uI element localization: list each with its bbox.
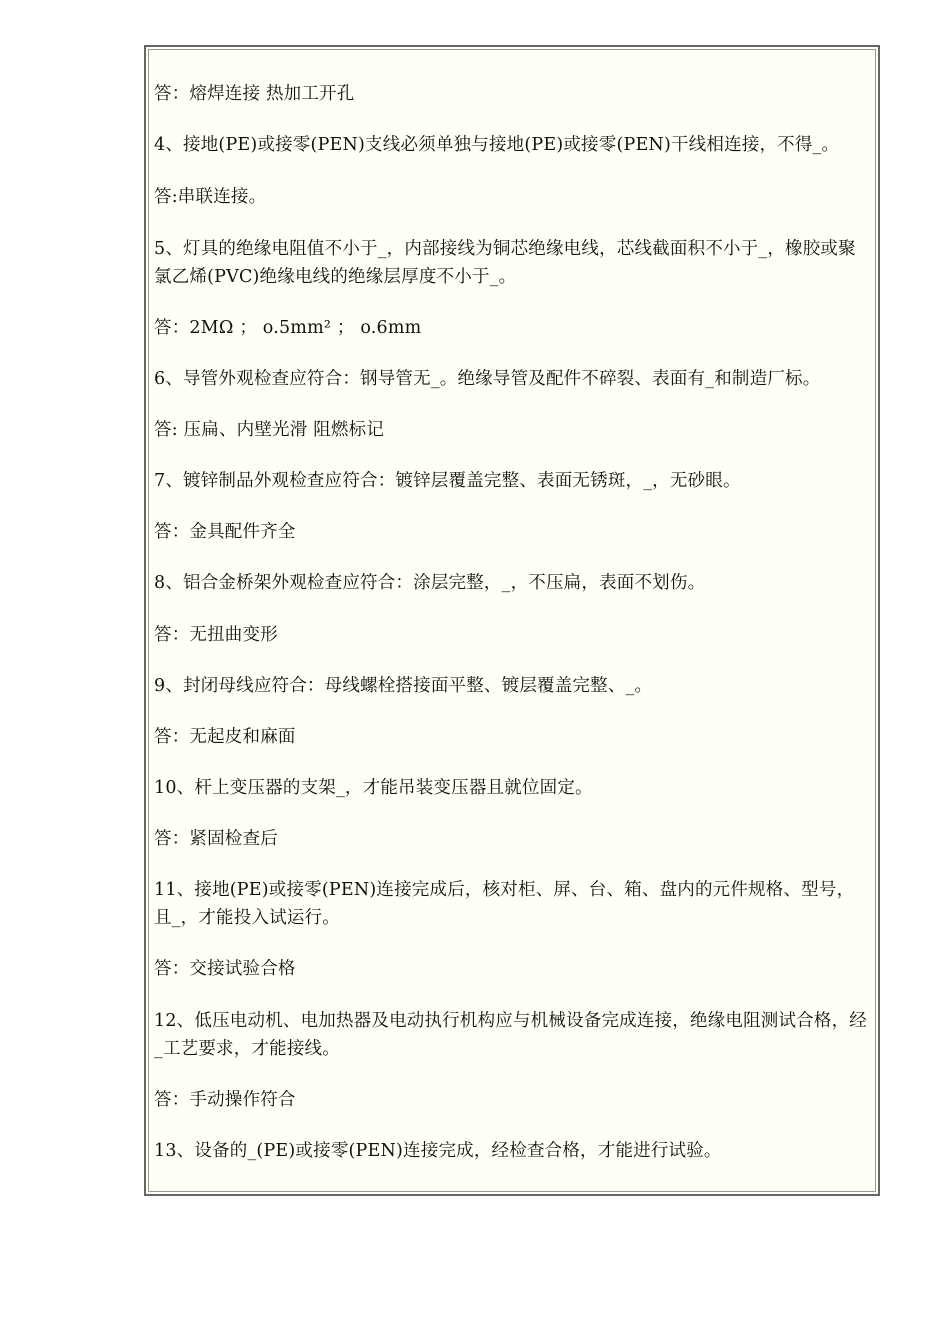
answer-3: 答：熔焊连接 热加工开孔 bbox=[154, 84, 355, 104]
question-10: 10、杆上变压器的支架_，才能吊装变压器且就位固定。 bbox=[154, 778, 593, 798]
question-8: 8、铝合金桥架外观检查应符合：涂层完整，_，不压扁，表面不划伤。 bbox=[154, 573, 706, 593]
question-9: 9、封闭母线应符合：母线螺栓搭接面平整、镀层覆盖完整、_。 bbox=[154, 676, 653, 696]
question-4: 4、接地(PE)或接零(PEN)支线必须单独与接地(PE)或接零(PEN)干线相连接，不得_。 bbox=[154, 135, 840, 155]
answer-6: 答: 压扁、内壁光滑 阻燃标记 bbox=[154, 420, 385, 440]
answer-4: 答:串联连接。 bbox=[154, 187, 267, 207]
question-13: 13、设备的_(PE)或接零(PEN)连接完成，经检查合格，才能进行试验。 bbox=[154, 1141, 722, 1161]
question-7: 7、镀锌制品外观检查应符合：镀锌层覆盖完整、表面无锈斑，_，无砂眼。 bbox=[154, 471, 741, 491]
qa-document-frame bbox=[144, 45, 880, 1196]
answer-8: 答：无扭曲变形 bbox=[154, 625, 278, 645]
answer-10: 答：紧固检查后 bbox=[154, 829, 278, 849]
question-5: 5、灯具的绝缘电阻值不小于_，内部接线为铜芯绝缘电线，芯线截面积不小于_，橡胶或聚氯乙烯(PVC)绝缘电线的绝缘层厚度不小于_。 bbox=[154, 239, 856, 287]
answer-7: 答：金具配件齐全 bbox=[154, 522, 296, 542]
answer-11: 答：交接试验合格 bbox=[154, 959, 296, 979]
answer-12: 答：手动操作符合 bbox=[154, 1090, 296, 1110]
answer-9: 答：无起皮和麻面 bbox=[154, 727, 296, 747]
answer-5: 答：2MΩ ； o.5mm² ； o.6mm bbox=[154, 318, 422, 338]
question-12: 12、低压电动机、电加热器及电动执行机构应与机械设备完成连接，绝缘电阻测试合格，经_工艺要求，才能接线。 bbox=[154, 1011, 867, 1059]
question-11: 11、接地(PE)或接零(PEN)连接完成后，核对柜、屏、台、箱、盘内的元件规格、型号，且_，才能投入试运行。 bbox=[154, 880, 855, 928]
question-6: 6、导管外观检查应符合：钢导管无_。绝缘导管及配件不碎裂、表面有_和制造厂标。 bbox=[154, 369, 821, 389]
